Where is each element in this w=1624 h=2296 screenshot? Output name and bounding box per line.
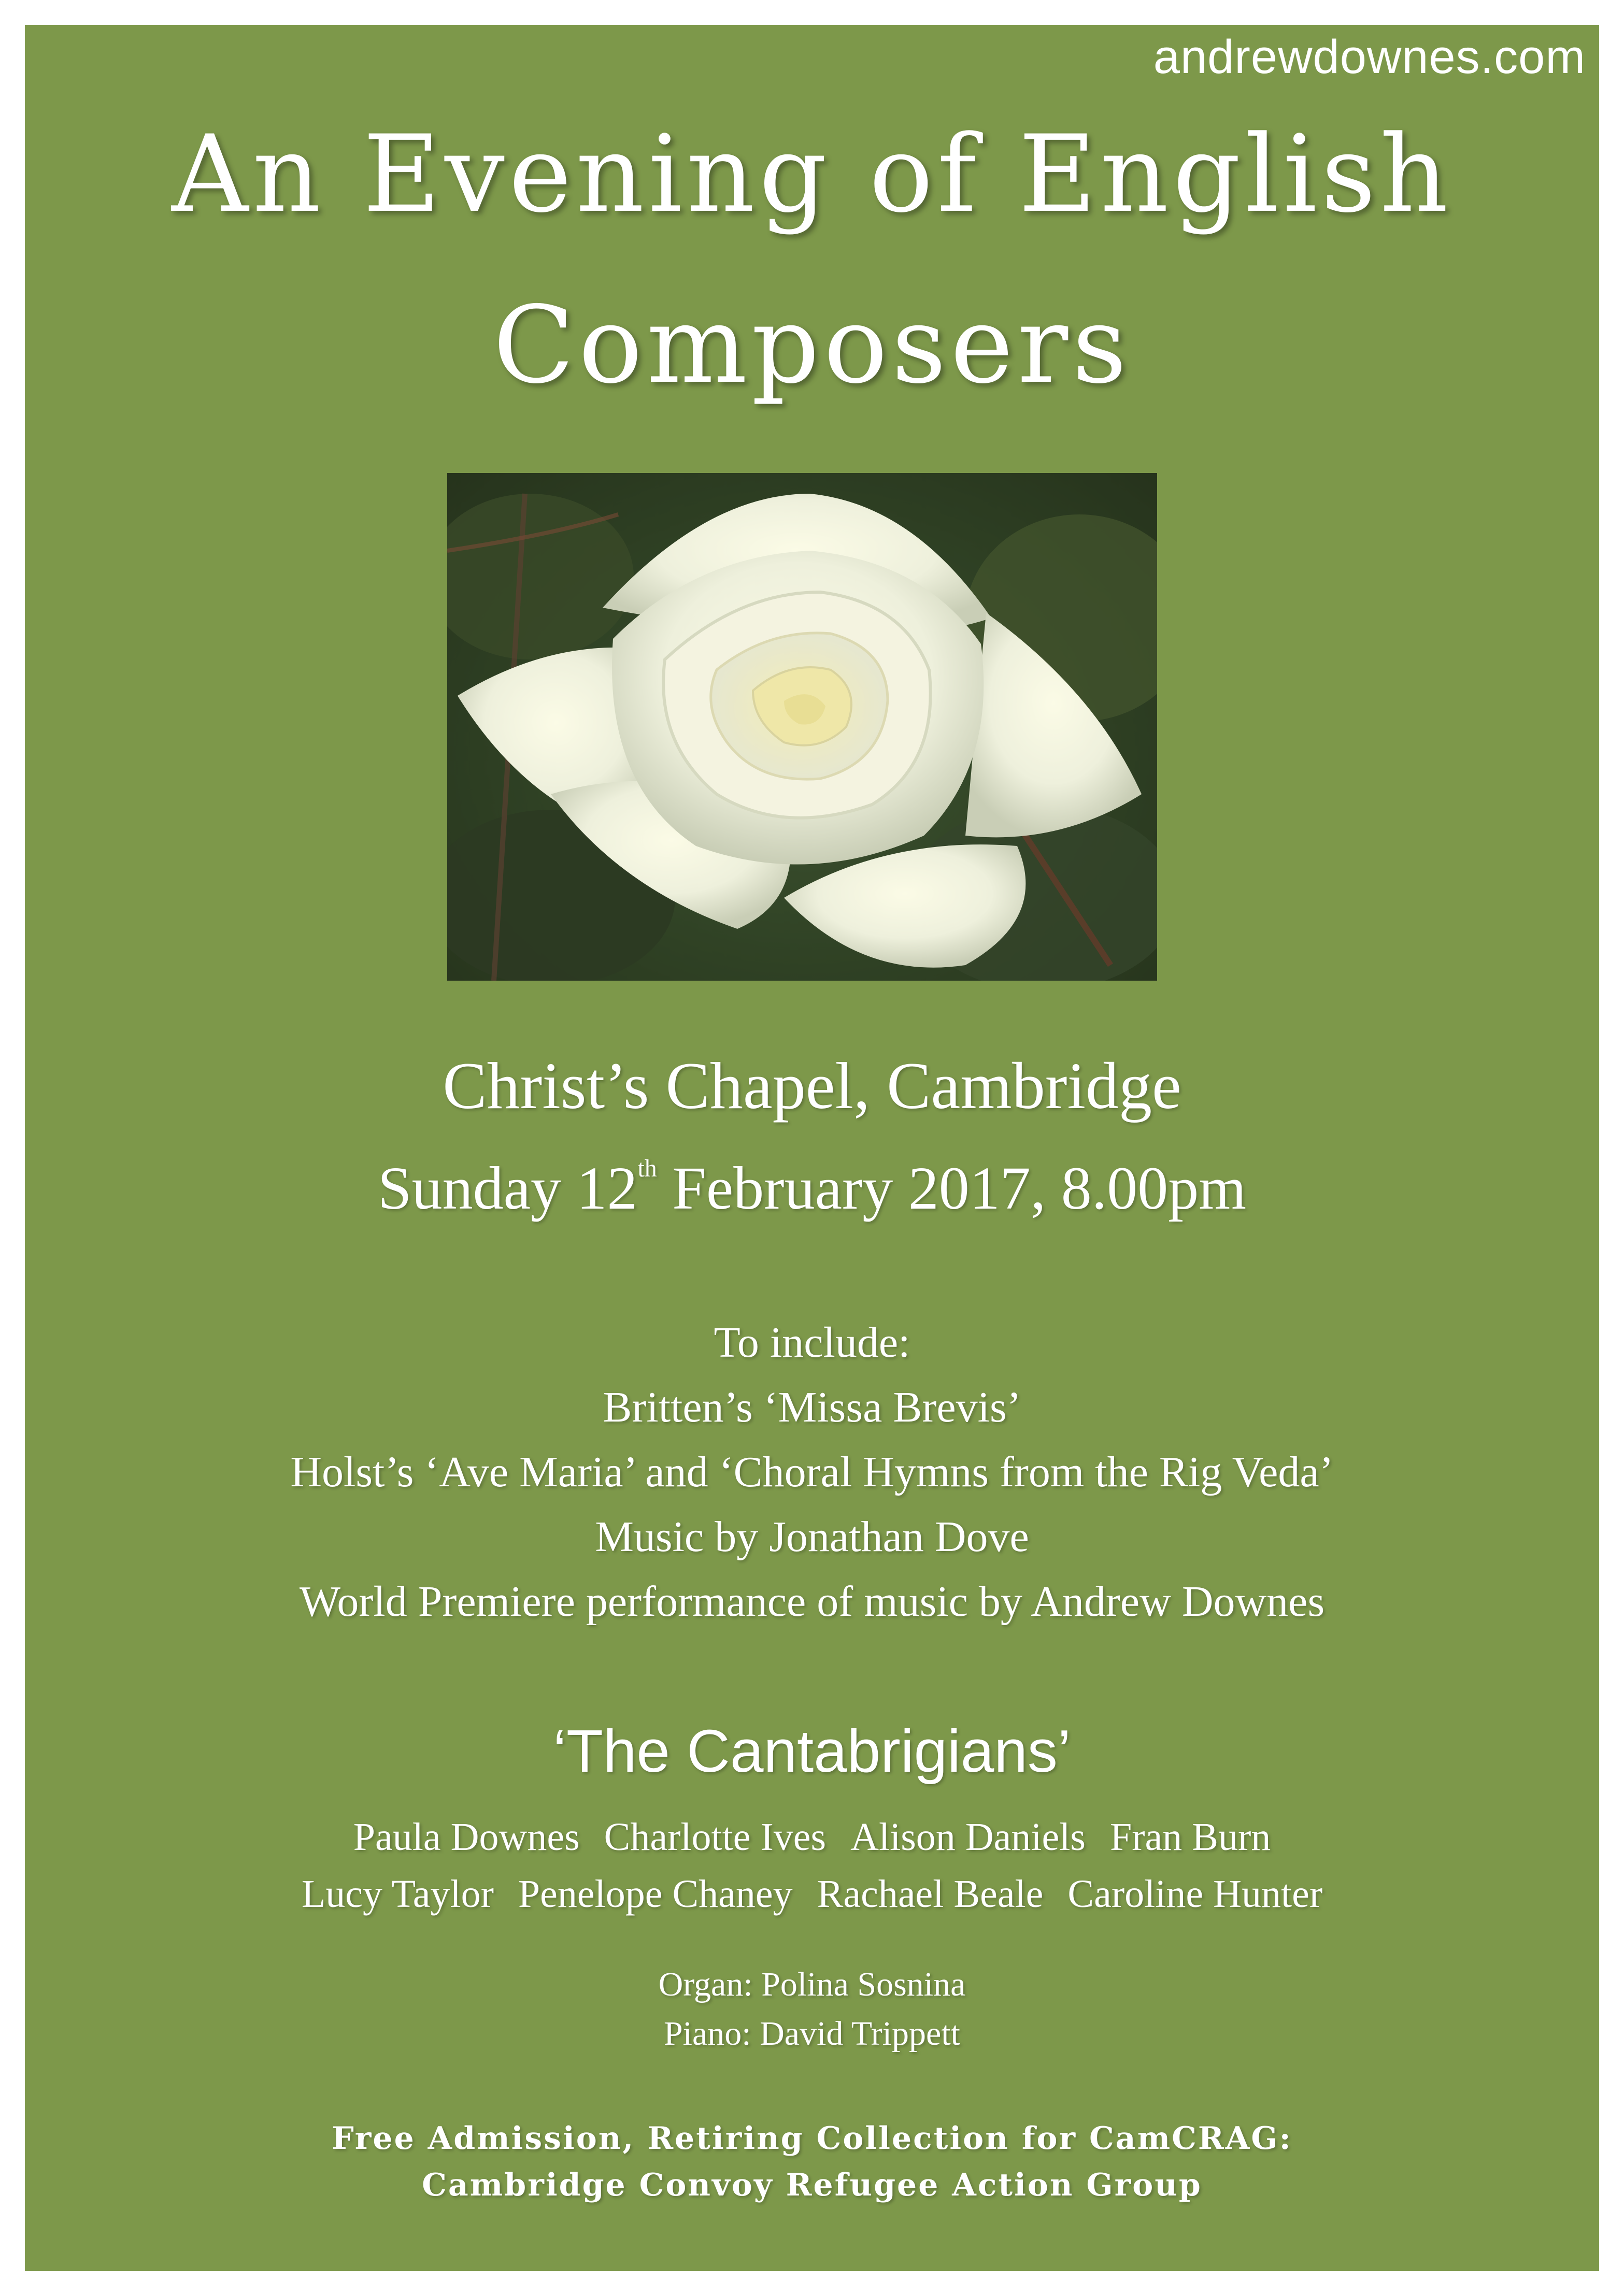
charity-line: Cambridge Convoy Refugee Action Group: [422, 2167, 1202, 2203]
singer-name: Paula Downes: [353, 1815, 580, 1859]
poster: [25, 25, 1599, 2271]
venue: Christ’s Chapel, Cambridge: [443, 1049, 1181, 1123]
singer-name: Lucy Taylor: [301, 1872, 494, 1916]
programme-heading: To include:: [714, 1318, 910, 1367]
programme-item: Britten’s ‘Missa Brevis’: [603, 1383, 1021, 1431]
singer-name: Caroline Hunter: [1067, 1872, 1323, 1916]
singer-name: Penelope Chaney: [518, 1872, 793, 1916]
programme-item: Music by Jonathan Dove: [595, 1513, 1029, 1561]
website-url[interactable]: andrewdownes.com: [1153, 31, 1586, 83]
singer-name: Fran Burn: [1109, 1815, 1271, 1859]
title-line-1: An Evening of English: [172, 113, 1452, 236]
date-ordinal: th: [637, 1155, 657, 1182]
admission-line: Free Admission, Retiring Collection for CamCRAG:: [332, 2120, 1292, 2157]
choir-name: ‘The Cantabrigians’: [553, 1717, 1071, 1785]
pianist: Piano: David Trippett: [663, 2015, 961, 2053]
date-suffix: February 2017, 8.00pm: [657, 1154, 1247, 1222]
organist: Organ: Polina Sosnina: [658, 1965, 966, 2003]
singer-name: Charlotte Ives: [604, 1815, 827, 1859]
singer-name: Rachael Beale: [817, 1872, 1044, 1916]
event-date: [25, 1153, 1599, 1224]
title-line-2: Composers: [493, 284, 1131, 407]
date-prefix: Sunday 12: [377, 1154, 638, 1222]
rose-illustration: [447, 473, 1157, 981]
programme-item: Holst’s ‘Ave Maria’ and ‘Choral Hymns from the Rig Veda’: [290, 1448, 1334, 1496]
singer-name: Alison Daniels: [850, 1815, 1086, 1859]
singers-row-2: [25, 1872, 1599, 1917]
programme-item: World Premiere performance of music by Andrew Downes: [299, 1577, 1325, 1626]
singers-row-1: [25, 1815, 1599, 1860]
white-rose-photo: [447, 473, 1157, 981]
